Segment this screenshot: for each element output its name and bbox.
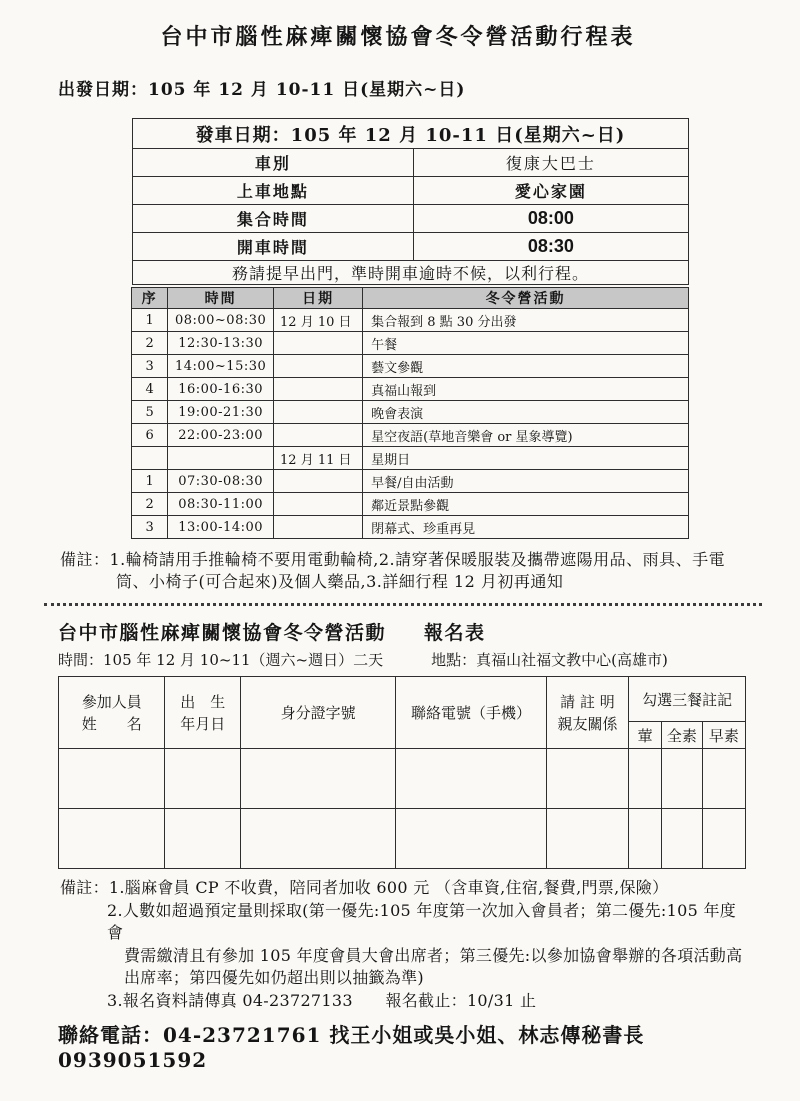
registration-remarks-line3: 費需繳清且有參加 105 年度會員大會出席者；第三優先:以參加協會舉辦的各項活動高 <box>124 945 743 965</box>
col-meal-morning-vegetarian: 早素 <box>702 722 745 749</box>
departure-date-line: 出發日期：105 年 12 月 10-11 日(星期六~日) <box>58 80 466 100</box>
boarding-place-value: 愛心家園 <box>413 177 688 205</box>
schedule-activity: 閉幕式、珍重再見 <box>363 516 689 539</box>
registration-remarks-line4: 出席率；第四優先如仍超出則以抽籤為準) <box>124 968 424 987</box>
schedule-activity: 真福山報到 <box>363 378 689 401</box>
registration-remarks-line1: 備註：1.腦麻會員 CP 不收費，陪同者加收 600 元 （含車資,住宿,餐費,門票,保險） <box>60 878 669 897</box>
schedule-no: 6 <box>132 424 168 447</box>
dotted-separator <box>44 603 762 606</box>
schedule-row <box>132 401 689 424</box>
schedule-activity: 早餐/自由活動 <box>363 470 689 493</box>
registration-remarks-line5: 3.報名資料請傳真 04-23727133 報名截止：10/31 止 <box>107 990 537 1010</box>
schedule-date <box>274 378 363 401</box>
schedule-date <box>274 516 363 539</box>
schedule-row <box>132 355 689 378</box>
bus-type-row <box>133 149 689 177</box>
name-field <box>59 749 165 809</box>
schedule-time: 08:00~08:30 <box>168 309 274 332</box>
punctuality-note: 務請提早出門，準時開車逾時不候，以利行程。 <box>133 261 689 285</box>
schedule-no: 3 <box>132 355 168 378</box>
schedule-time: 12:30-13:30 <box>168 332 274 355</box>
depart-time-label: 開車時間 <box>133 233 414 261</box>
schedule-activity: 星期日 <box>363 447 689 470</box>
contact-phone-line: 聯絡電話：04-23721761 找王小姐或吳小姐、林志傳秘書長 0939051592 <box>58 1023 645 1072</box>
depart-time-value: 08:30 <box>413 233 688 261</box>
registration-title: 台中市腦性麻痺關懷協會冬令營活動 <box>58 622 387 644</box>
meal-veg-field <box>662 749 703 809</box>
schedule-date <box>274 332 363 355</box>
meet-time-row <box>133 205 689 233</box>
schedule-no: 1 <box>132 309 168 332</box>
col-contact-phone: 聯絡電號（手機） <box>396 677 546 749</box>
schedule-table <box>131 287 689 539</box>
col-meal-choice: 勾選三餐註記 <box>629 677 746 722</box>
schedule-date <box>274 493 363 516</box>
id-field <box>241 749 396 809</box>
schedule-time: 13:00-14:00 <box>168 516 274 539</box>
birth-field <box>165 809 241 869</box>
schedule-row <box>132 424 689 447</box>
meal-meat-field <box>629 749 662 809</box>
schedule-activity: 集合報到 8 點 30 分出發 <box>363 309 689 332</box>
schedule-time: 16:00-16:30 <box>168 378 274 401</box>
schedule-row-day2-header <box>132 447 689 470</box>
schedule-header-row <box>132 288 689 309</box>
registration-blank-row <box>59 809 746 869</box>
col-id-number: 身分證字號 <box>241 677 396 749</box>
relation-field <box>546 749 628 809</box>
registration-time: 時間：105 年 12 月 10~11（週六~週日）二天 <box>58 651 384 669</box>
col-header-date: 日期 <box>274 288 363 309</box>
bus-info-table <box>132 118 689 285</box>
schedule-remarks <box>60 549 748 593</box>
schedule-no <box>132 447 168 470</box>
name-field <box>59 809 165 869</box>
schedule-row <box>132 332 689 355</box>
bus-date-header: 發車日期：105 年 12 月 10-11 日(星期六~日) <box>133 119 689 149</box>
bus-table-header-row <box>133 119 689 149</box>
phone-field <box>396 749 546 809</box>
schedule-no: 2 <box>132 332 168 355</box>
punctuality-note-row <box>133 261 689 285</box>
schedule-time: 08:30-11:00 <box>168 493 274 516</box>
birth-field <box>165 749 241 809</box>
meal-meat-field <box>629 809 662 869</box>
registration-form-label: 報名表 <box>424 622 486 644</box>
col-participant-name: 參加人員 姓 名 <box>59 677 165 749</box>
schedule-no: 2 <box>132 493 168 516</box>
schedule-no: 4 <box>132 378 168 401</box>
col-relation: 請 註 明 親友關係 <box>546 677 628 749</box>
registration-remarks <box>60 877 748 1012</box>
col-meal-vegetarian: 全素 <box>662 722 703 749</box>
schedule-date: 12 月 10 日 <box>274 309 363 332</box>
schedule-activity: 藝文參觀 <box>363 355 689 378</box>
registration-info-line <box>58 649 748 670</box>
id-field <box>241 809 396 869</box>
meal-morning-veg-field <box>702 749 745 809</box>
schedule-remarks-line1: 備註：1.輪椅請用手推輪椅不要用電動輪椅,2.請穿著保暖服裝及攜帶遮陽用品、雨具、手電 <box>60 550 726 569</box>
boarding-place-row <box>133 177 689 205</box>
phone-field <box>396 809 546 869</box>
registration-place: 地點：真福山社福文教中心(高雄市) <box>431 651 668 669</box>
schedule-date: 12 月 11 日 <box>274 447 363 470</box>
meal-veg-field <box>662 809 703 869</box>
schedule-date <box>274 355 363 378</box>
schedule-row <box>132 470 689 493</box>
relation-field <box>546 809 628 869</box>
schedule-row <box>132 493 689 516</box>
schedule-row <box>132 516 689 539</box>
registration-blank-row <box>59 749 746 809</box>
col-header-activity: 冬令營活動 <box>363 288 689 309</box>
depart-time-row <box>133 233 689 261</box>
schedule-row <box>132 309 689 332</box>
schedule-date <box>274 470 363 493</box>
registration-remarks-line2: 2.人數如超過預定量則採取(第一優先:105 年度第一次加入會員者；第二優先:105 年度會 <box>107 900 737 942</box>
meet-time-value: 08:00 <box>413 205 688 233</box>
schedule-no: 5 <box>132 401 168 424</box>
schedule-time: 07:30-08:30 <box>168 470 274 493</box>
col-birth-date: 出 生 年月日 <box>165 677 241 749</box>
schedule-activity: 午餐 <box>363 332 689 355</box>
col-header-time: 時間 <box>168 288 274 309</box>
registration-table <box>58 676 746 869</box>
schedule-time <box>168 447 274 470</box>
schedule-date <box>274 424 363 447</box>
schedule-activity: 鄰近景點參觀 <box>363 493 689 516</box>
schedule-date <box>274 401 363 424</box>
schedule-no: 3 <box>132 516 168 539</box>
meal-morning-veg-field <box>702 809 745 869</box>
schedule-no: 1 <box>132 470 168 493</box>
boarding-place-label: 上車地點 <box>133 177 414 205</box>
schedule-time: 22:00-23:00 <box>168 424 274 447</box>
schedule-time: 14:00~15:30 <box>168 355 274 378</box>
registration-title-line <box>58 618 748 645</box>
col-header-no: 序 <box>132 288 168 309</box>
col-meal-meat: 葷 <box>629 722 662 749</box>
schedule-remarks-line2: 筒、小椅子(可合起來)及個人藥品,3.詳細行程 12 月初再通知 <box>116 572 564 591</box>
bus-type-value: 復康大巴士 <box>413 149 688 177</box>
schedule-time: 19:00-21:30 <box>168 401 274 424</box>
schedule-row <box>132 378 689 401</box>
schedule-activity: 星空夜語(草地音樂會 or 星象導覽) <box>363 424 689 447</box>
meet-time-label: 集合時間 <box>133 205 414 233</box>
schedule-activity: 晚會表演 <box>363 401 689 424</box>
registration-header-row <box>59 677 746 722</box>
page-title: 台中市腦性麻痺關懷協會冬令營活動行程表 <box>160 24 636 50</box>
bus-type-label: 車別 <box>133 149 414 177</box>
